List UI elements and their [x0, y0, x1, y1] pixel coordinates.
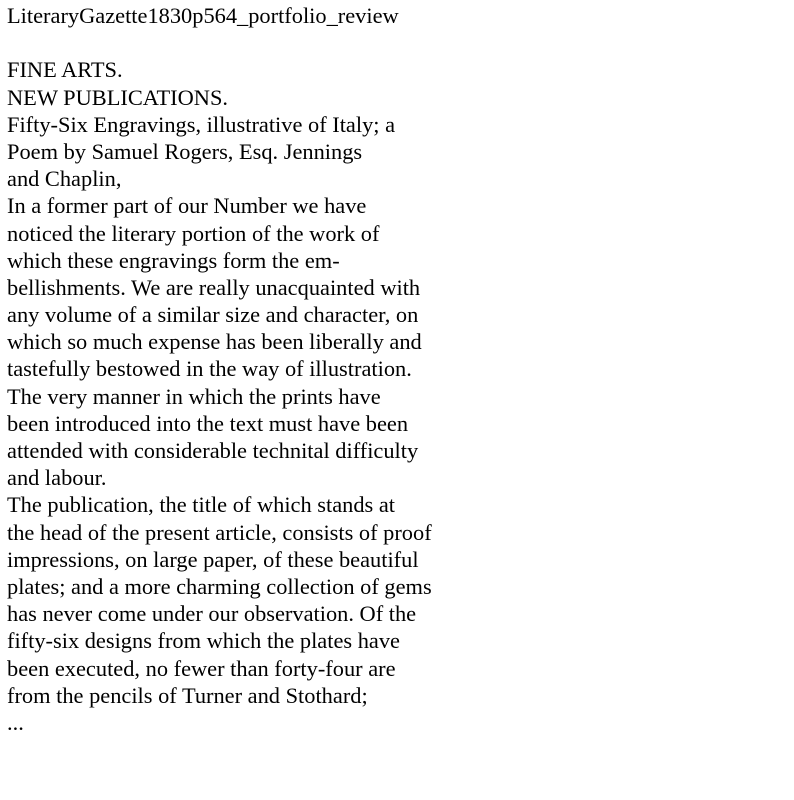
- paragraph-line: The publication, the title of which stands at: [7, 492, 396, 518]
- citation-line: Fifty-Six Engravings, illustrative of Italy; a: [7, 111, 396, 137]
- paragraph-line: tastefully bestowed in the way of illustration.: [7, 356, 412, 382]
- paragraph-line: fifty-six designs from which the plates have: [7, 628, 400, 654]
- section-heading: FINE ARTS.: [7, 57, 123, 83]
- body-paragraph-1: [7, 192, 787, 491]
- paragraph-line: has never come under our observation. Of the: [7, 601, 417, 627]
- paragraph-line: plates; and a more charming collection of gems: [7, 573, 432, 599]
- paragraph-line: noticed the literary portion of the work of: [7, 220, 380, 246]
- paragraph-line: In a former part of our Number we have: [7, 193, 367, 219]
- paragraph-line: which these engravings form the em-: [7, 247, 340, 273]
- paragraph-line: and labour.: [7, 465, 107, 491]
- paragraph-line: bellishments. We are really unacquainted with: [7, 274, 421, 300]
- citation-block: [7, 111, 787, 193]
- paragraph-line: been executed, no fewer than forty-four are: [7, 655, 396, 681]
- paragraph-line: the head of the present article, consists of proof: [7, 519, 432, 545]
- document-file-title: LiteraryGazette1830p564_portfolio_review: [7, 3, 399, 28]
- paragraph-line: The very manner in which the prints have: [7, 383, 381, 409]
- body-paragraph-2: [7, 491, 787, 709]
- paragraph-line: from the pencils of Turner and Stothard;: [7, 682, 368, 708]
- subsection-heading: NEW PUBLICATIONS.: [7, 84, 229, 110]
- paragraph-line: been introduced into the text must have been: [7, 410, 409, 436]
- blank-line: [7, 29, 787, 56]
- ellipsis: ...: [7, 709, 24, 735]
- paragraph-line: any volume of a similar size and character, on: [7, 302, 419, 328]
- paragraph-line: impressions, on large paper, of these beautiful: [7, 546, 419, 572]
- citation-line: and Chaplin,: [7, 166, 122, 192]
- paragraph-line: attended with considerable technital difficulty: [7, 438, 419, 463]
- citation-line: Poem by Samuel Rogers, Esq. Jennings: [7, 138, 363, 164]
- document-page: [7, 0, 787, 736]
- paragraph-line: which so much expense has been liberally and: [7, 329, 422, 355]
